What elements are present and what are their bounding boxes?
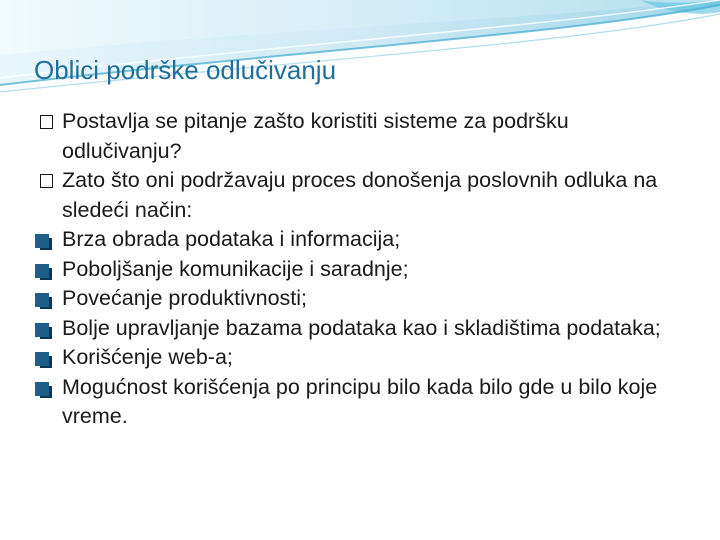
q-bullet-icon — [34, 284, 62, 314]
list-item-text: Postavlja se pitanje zašto koristiti sisteme za podršku odlučivanju? — [62, 109, 569, 163]
list-item — [34, 255, 694, 285]
list-item-text: Zato što oni podržavaju proces donošenja poslovnih odluka na sledeći način: — [62, 168, 658, 222]
list-item — [34, 343, 694, 373]
bullet-list — [34, 107, 694, 432]
list-item — [34, 314, 694, 344]
list-item — [34, 225, 694, 255]
list-item — [34, 284, 694, 314]
list-item-text: Povećanje produktivnosti; — [62, 286, 308, 310]
q-bullet-icon — [34, 373, 62, 403]
box-icon — [34, 107, 62, 137]
q-bullet-icon — [34, 343, 62, 373]
q-bullet-icon — [34, 225, 62, 255]
q-bullet-icon — [34, 314, 62, 344]
slide-title: Oblici podrške odlučivanju — [34, 55, 337, 85]
list-item-text: Mogućnost korišćenja po principu bilo kada bilo gde u bilo koje vreme. — [62, 374, 658, 428]
list-item — [34, 166, 694, 225]
list-item-text: Poboljšanje komunikacije i saradnje; — [62, 256, 409, 281]
list-item — [34, 373, 694, 432]
list-item-text: Bolje upravljanje bazama podataka kao i skladištima podataka; — [62, 315, 661, 340]
list-item-text: Brza obrada podataka i informacija; — [62, 227, 401, 251]
list-item-text: Korišćenje web-a; — [62, 345, 233, 369]
box-icon — [34, 166, 62, 196]
list-item — [34, 107, 694, 166]
q-bullet-icon — [34, 255, 62, 285]
